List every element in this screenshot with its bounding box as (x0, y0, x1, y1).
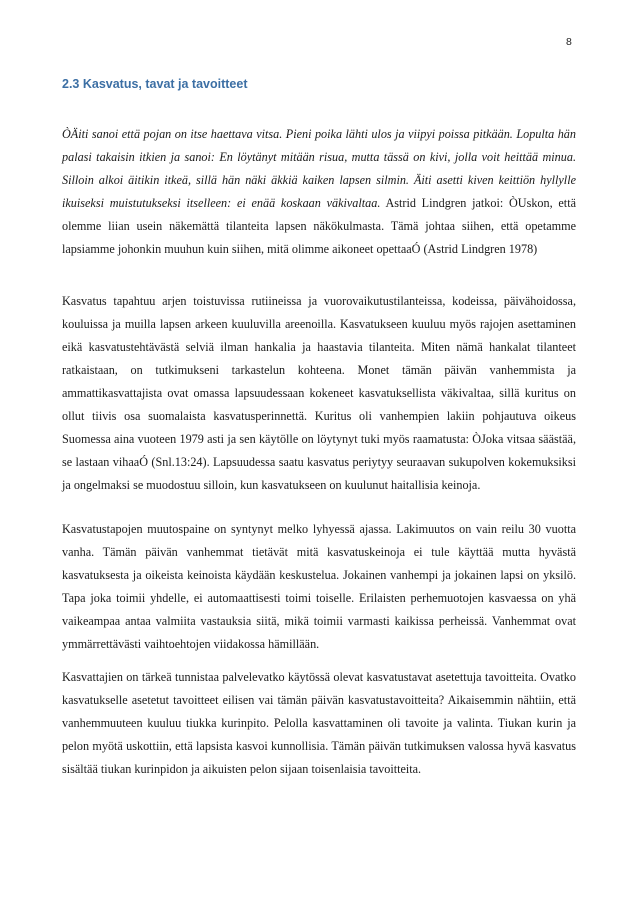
section-heading: 2.3 Kasvatus, tavat ja tavoitteet (62, 77, 248, 91)
paragraph-3: Kasvatustapojen muutospaine on syntynyt melko lyhyessä ajassa. Lakimuutos on vain reilu 30 vuotta vanha. Tämän päivän vanhemmat tietävät mitä kasvatuskeinoja ei tule käyttää mutta hyvästä kasvatuksesta ja oikeista keinoista käydään keskustelua. Jokainen vanhempi ja jokainen lapsi on yksilö. Tapa joka toimii yhdelle, ei automaattisesti toimi toiselle. Erilaisten perhemuotojen kasvaessa on yhä vaikeampaa antaa valmiita vastauksia siitä, mikä toimii varmasti kaikissa perheissä. Vanhemmat ovat ymmärrettävästi vaihtoehtojen viidakossa hämillään. (62, 522, 576, 651)
paragraph-2: Kasvatus tapahtuu arjen toistuvissa rutiineissa ja vuorovaikutustilanteissa, kodeissa, päivähoidossa, kouluissa ja muilla lapsen arkeen kuuluvilla areenoilla. Kasvatukseen kuuluu myös rajojen asettaminen eikä kasvatustehtävästä selviä ilman hankalia ja haastavia tilanteita. Miten nämä hankalat tilanteet ratkaistaan, on tutkimukseni tarkastelun kohteena. Monet tämän päivän vanhemmista ja ammattikasvattajista ovat omassa lapsuudessaan kokeneet kasvatuksellista väkivaltaa, sillä kuritus on ollut tiivis osa suomalaista kasvatusperinnettä. Kuritus oli vanhempien lakiin pohjautuva oikeus Suomessa aina vuoteen 1979 asti ja sen käytölle on löytynyt tuki myös raamatusta: ÒJoka vitsaa säästää, se lastaan vihaaÓ (Snl.13:24). Lapsuudessa saatu kasvatus periytyy seuraavan sukupolven kokemuksiksi ja ongelmaksi se muodostuu silloin, kun kasvatukseen on kuulunut haitallisia keinoja. (62, 294, 576, 492)
paragraph-quote (62, 123, 576, 261)
lindgren-quote-continuation: Astrid Lindgren jatkoi: ÒUskon, että olemme liian usein näkemättä tilanteita lapsen näkökulmasta. Tämä johtaa siihen, että opetamme lapsiamme johonkin muuhun kuin siihen, mitä olimme aikoneet opettaaÓ (Astrid Lindgren 1978) (62, 196, 576, 256)
paragraph-4: Kasvattajien on tärkeä tunnistaa palvelevatko käytössä olevat kasvatustavat asetettuja tavoitteita. Ovatko kasvatukselle asetetut tavoitteet eilisen vai tämän päivän kasvatustavoitteita? Aikaisemmin nähtiin, että vanhemmuuteen kuuluu tiukka kurinpito. Pelolla kasvattaminen oli tavoite ja valinta. Tiukan kurin ja pelon myötä uskottiin, että lapsista kasvoi kunnollisia. Tämän päivän tutkimuksen valossa hyvä kasvatus sisältää tiukan kurinpidon ja aikuisten pelon sijaan toisenlaisia tavoitteita. (62, 670, 576, 776)
page-number: 8 (566, 36, 572, 48)
lindgren-quote: ÒÄiti sanoi että pojan on itse haettava vitsa. Pieni poika lähti ulos ja viipyi poissa pitkään. Lopulta hän palasi takaisin itkien ja sanoi: En löytänyt mitään risua, mutta tässä on kivi, jolla voit heittää minua. Silloin alkoi äitikin itkeä, sillä hän näki äkkiä kaiken lapsen silmin. Äiti asetti kiven keittiön hyllylle ikuiseksi muistutukseksi itselleen: ei enää koskaan väkivaltaa. (62, 127, 576, 210)
